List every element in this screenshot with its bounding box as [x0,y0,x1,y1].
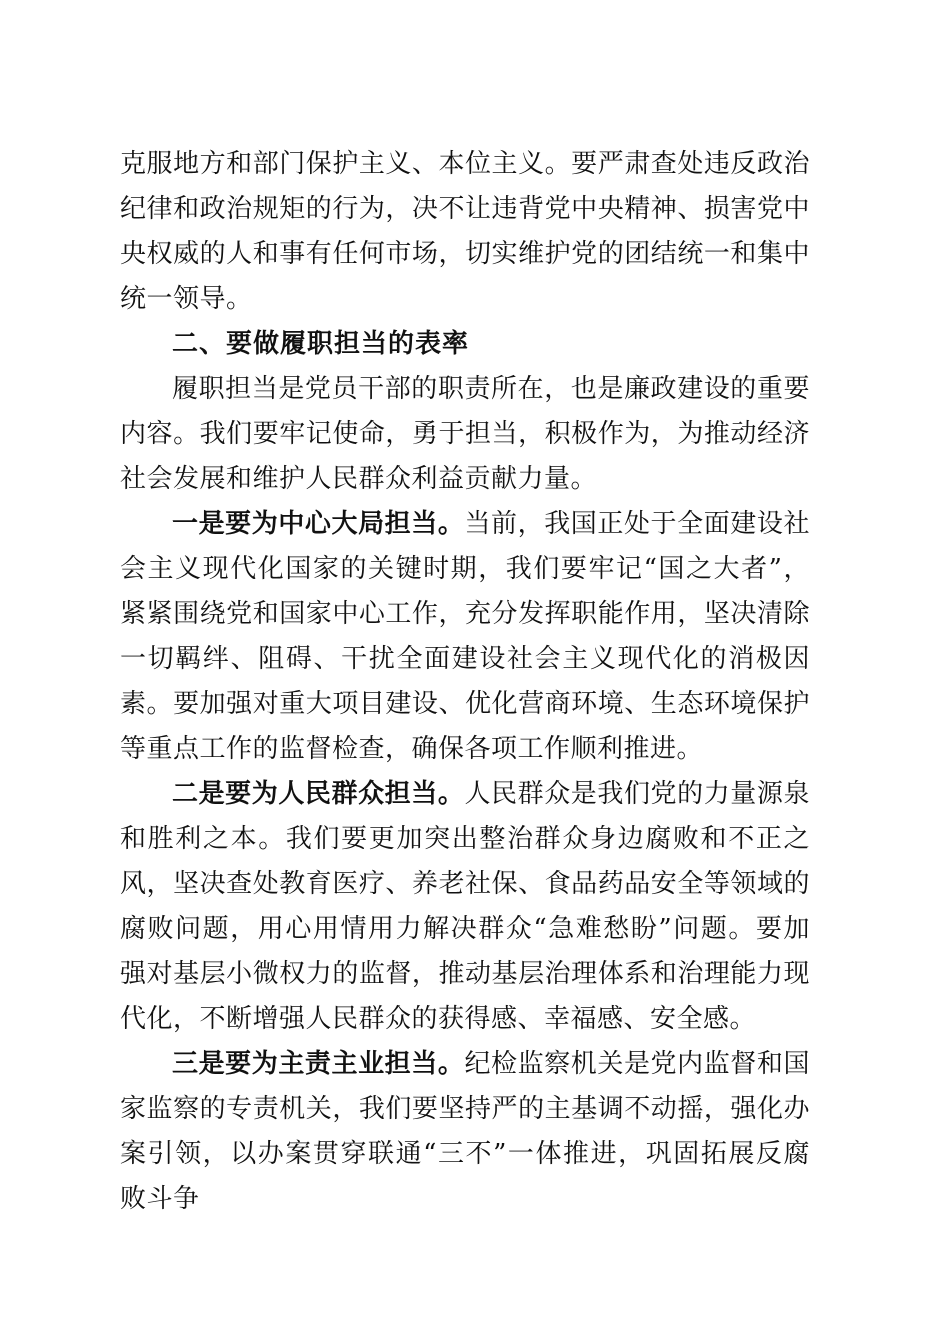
paragraph-lead: 一是要为中心大局担当。 [172,509,465,539]
paragraph-text: 人民群众是我们党的力量源泉和胜利之本。我们要更加突出整治群众身边腐败和不正之风，坚决查处教育医疗、养老社保、食品药品安全等领域的腐败问题，用心用情用力解决群众“急难愁盼”问题。要加强对基层小微权力的监督，推动基层治理体系和治理能力现代化，不断增强人民群众的获得感、幸福感、安全感。 [120,779,810,1034]
document-body [120,142,810,1222]
section-heading: 二、要做履职担当的表率 [172,329,470,359]
paragraph-intro [120,367,810,502]
paragraph-point-2 [120,772,810,1042]
paragraph-continuation [120,142,810,322]
paragraph-text: 履职担当是党员干部的职责所在，也是廉政建设的重要内容。我们要牢记使命，勇于担当，积极作为，为推动经济社会发展和维护人民群众利益贡献力量。 [120,374,810,494]
paragraph-point-3 [120,1042,810,1222]
paragraph-lead: 二是要为人民群众担当。 [172,779,465,809]
paragraph-lead: 三是要为主责主业担当。 [172,1049,465,1079]
paragraph-point-1 [120,502,810,772]
paragraph-text: 纪检监察机关是党内监督和国家监察的专责机关，我们要坚持严的主基调不动摇，强化办案引领，以办案贯穿联通“三不”一体推进，巩固拓展反腐败斗争 [120,1049,810,1214]
paragraph-text: 当前，我国正处于全面建设社会主义现代化国家的关键时期，我们要牢记“国之大者”，紧紧围绕党和国家中心工作，充分发挥职能作用，坚决清除一切羁绊、阻碍、干扰全面建设社会主义现代化的消极因素。要加强对重大项目建设、优化营商环境、生态环境保护等重点工作的监督检查，确保各项工作顺利推进。 [120,509,810,764]
paragraph-text: 克服地方和部门保护主义、本位主义。要严肃查处违反政治纪律和政治规矩的行为，决不让违背党中央精神、损害党中央权威的人和事有任何市场，切实维护党的团结统一和集中统一领导。 [120,149,810,314]
